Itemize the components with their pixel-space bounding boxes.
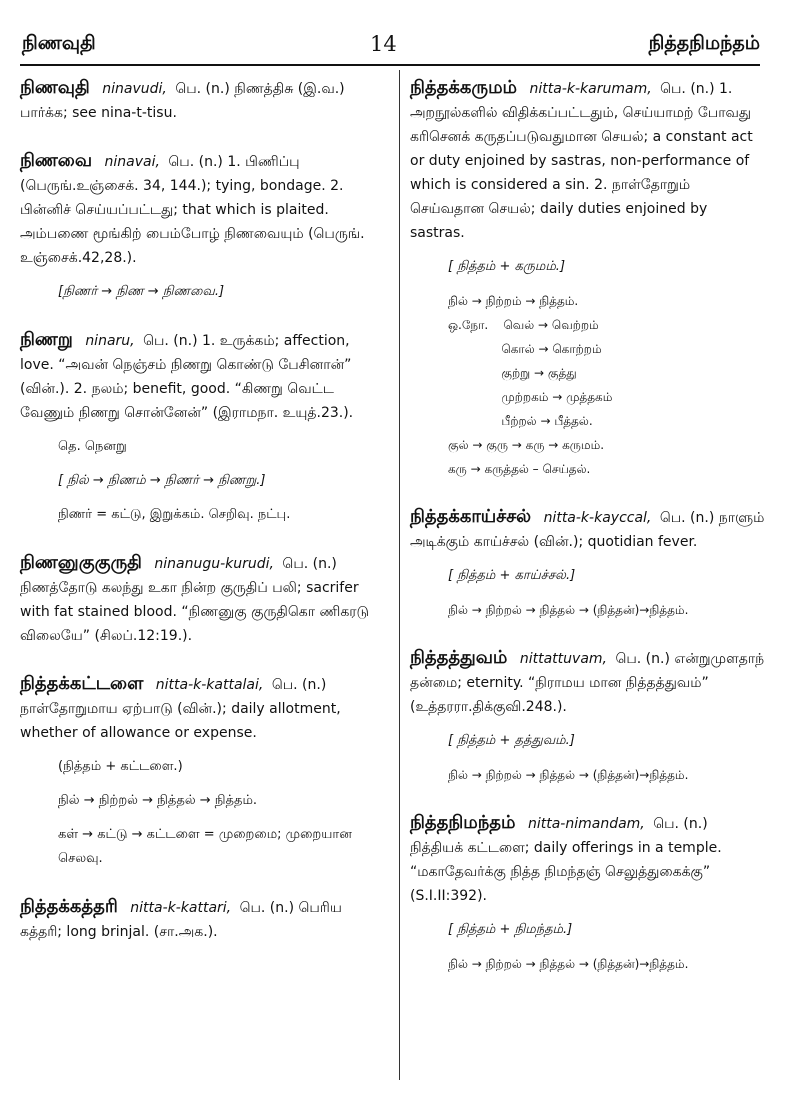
transliteration: nitta-k-kattari, xyxy=(130,900,232,916)
dictionary-entry xyxy=(410,76,765,481)
headword: நித்தக்கருமம் xyxy=(410,77,518,98)
transliteration: nitta-k-karumam, xyxy=(529,81,652,97)
etymology: [ நித்தம் + நிமந்தம்.] xyxy=(448,922,573,937)
page-number: 14 xyxy=(370,32,397,56)
dictionary-entry xyxy=(20,672,385,871)
running-head-left: நிணவுதி xyxy=(22,32,96,54)
etymology-line: குல் → குரு → கரு → கருமம். xyxy=(448,438,605,452)
definition: பெ. (n.) நாள்தோறுமாய ஏற்பாடு (வின்.); daily allotment, whether of allowance or expense. xyxy=(20,677,341,741)
etymology-line: கள் → கட்டு → கட்டளை = முறைமை; முறையான செலவு. xyxy=(58,827,352,866)
etymology-line: கொல் → கொற்றம் xyxy=(448,342,602,356)
column-divider xyxy=(399,70,400,1080)
left-column xyxy=(20,76,385,968)
definition: பெ. (n.) என்றுமுளதாந் தன்மை; eternity. “நிராமய மான நித்தத்துவம்” (உத்தரரா.திக்குவி.248.). xyxy=(410,651,765,715)
etymology-block xyxy=(448,289,765,481)
definition: பெ. (n.) நித்தியக் கட்டளை; daily offerings in a temple. “மகாதேவர்க்கு நித்த நிமந்தஞ் செலுத்துகைக்கு” (S.I.II:392). xyxy=(410,816,722,904)
dictionary-entry xyxy=(20,551,385,648)
etymology: [நிணர் → நிண → நிணவை.] xyxy=(58,284,225,299)
etymology-note: நிணர் = கட்டு, இறுக்கம். செறிவு. நட்பு. xyxy=(58,507,291,522)
right-column xyxy=(410,76,765,1000)
definition: பெ. (n.) 1. பிணிப்பு (பெருங்.உஞ்சைக். 34, 144.); tying, bondage. 2. பின்னிச் செய்யப்பட்டது; that which is plaited. அம்பணை மூங்கிற் பைம்போழ் நிணவையும் (பெருங். உஞ்சைக்.42,28.). xyxy=(20,154,365,266)
etymology: [ நில் → நிணம் → நிணர் → நிணறு.] xyxy=(58,473,266,488)
headword: நித்தநிமந்தம் xyxy=(410,812,516,833)
dictionary-entry xyxy=(410,505,765,622)
headword: நித்தக்கட்டளை xyxy=(20,673,144,694)
etymology-line: நில் → நிற்றல் → நித்தல் → நித்தம். xyxy=(58,793,258,808)
etymology-line: நில் → நிற்றல் → நித்தல் → (நித்தன்)→நித்தம். xyxy=(448,768,689,782)
transliteration: ninavai, xyxy=(104,154,160,170)
transliteration: nitta-nimandam, xyxy=(527,816,645,832)
etymology-line: நில் → நிற்றம் → நித்தம். xyxy=(448,294,579,308)
cognate: தெ. நெனறு xyxy=(58,439,127,454)
transliteration: ninavudi, xyxy=(102,81,167,97)
dictionary-entry xyxy=(20,895,385,944)
headword: நிணனுகுகுருதி xyxy=(20,552,142,573)
definition: பெ. (n.) பெரிய கத்தரி; long brinjal. (சா.அக.). xyxy=(20,900,342,940)
etymology-line: நில் → நிற்றல் → நித்தல் → (நித்தன்)→நித்தம். xyxy=(448,957,689,971)
running-head-right: நித்தநிமந்தம் xyxy=(648,32,760,54)
etymology: [ நித்தம் + தத்துவம்.] xyxy=(448,733,575,748)
dictionary-entry xyxy=(20,328,385,527)
headword: நித்தத்துவம் xyxy=(410,647,508,668)
definition: பெ. (n.) நிணத்தோடு கலந்து உகா நின்ற குருதிப் பலி; sacrifer with fat stained blood. “நிணனுகு குருதிகொ ணிகரடு விலையே” (சிலப்.12:19.). xyxy=(20,556,370,644)
etymology: [ நித்தம் + காய்ச்சல்.] xyxy=(448,568,576,583)
transliteration: nittattuvam, xyxy=(519,651,607,667)
definition: பெ. (n.) 1. அறநூல்களில் விதிக்கப்பட்டதும், செய்யாமற் போவது கரிசெனக் கருதப்படுவதுமான செயல்; a constant act or duty enjoined by sastras, non-performance of which is considered a sin. 2. நாள்தோறும் செய்வதான செயல்; daily duties enjoined by sastras. xyxy=(410,81,753,241)
dictionary-entry xyxy=(20,76,385,125)
headword: நிணவை xyxy=(20,150,93,171)
transliteration: ninaru, xyxy=(85,333,135,349)
headword: நித்தக்கத்தரி xyxy=(20,896,118,917)
definition: பெ. (n.) நாளும் அடிக்கும் காய்ச்சல் (வின்.); quotidian fever. xyxy=(410,510,765,550)
etymology: (நித்தம் + கட்டளை.) xyxy=(58,759,183,774)
headword: நிணவுதி xyxy=(20,77,90,98)
dictionary-entry xyxy=(410,811,765,976)
etymology-line: கரு → கருத்தல் – செய்தல். xyxy=(448,462,591,476)
dictionary-entry xyxy=(20,149,385,304)
header-rule xyxy=(20,64,760,66)
etymology-line: ஒ.நோ. வெல் → வெற்றம் xyxy=(448,318,599,332)
headword: நிணறு xyxy=(20,329,73,350)
page-header xyxy=(0,0,800,60)
etymology-line: முற்றகம் → முத்தகம் xyxy=(448,390,613,404)
transliteration: nitta-k-kattalai, xyxy=(155,677,264,693)
etymology: [ நித்தம் + கருமம்.] xyxy=(448,259,566,274)
etymology-line: குற்று → குத்து xyxy=(448,366,577,380)
transliteration: ninanugu-kurudi, xyxy=(154,556,274,572)
dictionary-entry xyxy=(410,646,765,787)
etymology-line: பீற்றல் → பீத்தல். xyxy=(448,414,593,428)
definition: பெ. (n.) 1. உருக்கம்; affection, love. “அவன் நெஞ்சம் நிணறு கொண்டு பேசினான்” (வின்.). 2. நலம்; benefit, good. “கிணறு வெட்ட வேணும் நிணறு சொன்னேன்” (இராமநா. உயுத்.23.). xyxy=(20,333,354,421)
transliteration: nitta-k-kayccal, xyxy=(543,510,652,526)
etymology-line: நில் → நிற்றல் → நித்தல் → (நித்தன்)→நித்தம். xyxy=(448,603,689,617)
definition: பெ. (n.) நிணத்திசு (இ.வ.) பார்க்க; see nina-t-tisu. xyxy=(20,81,345,121)
headword: நித்தக்காய்ச்சல் xyxy=(410,506,532,527)
